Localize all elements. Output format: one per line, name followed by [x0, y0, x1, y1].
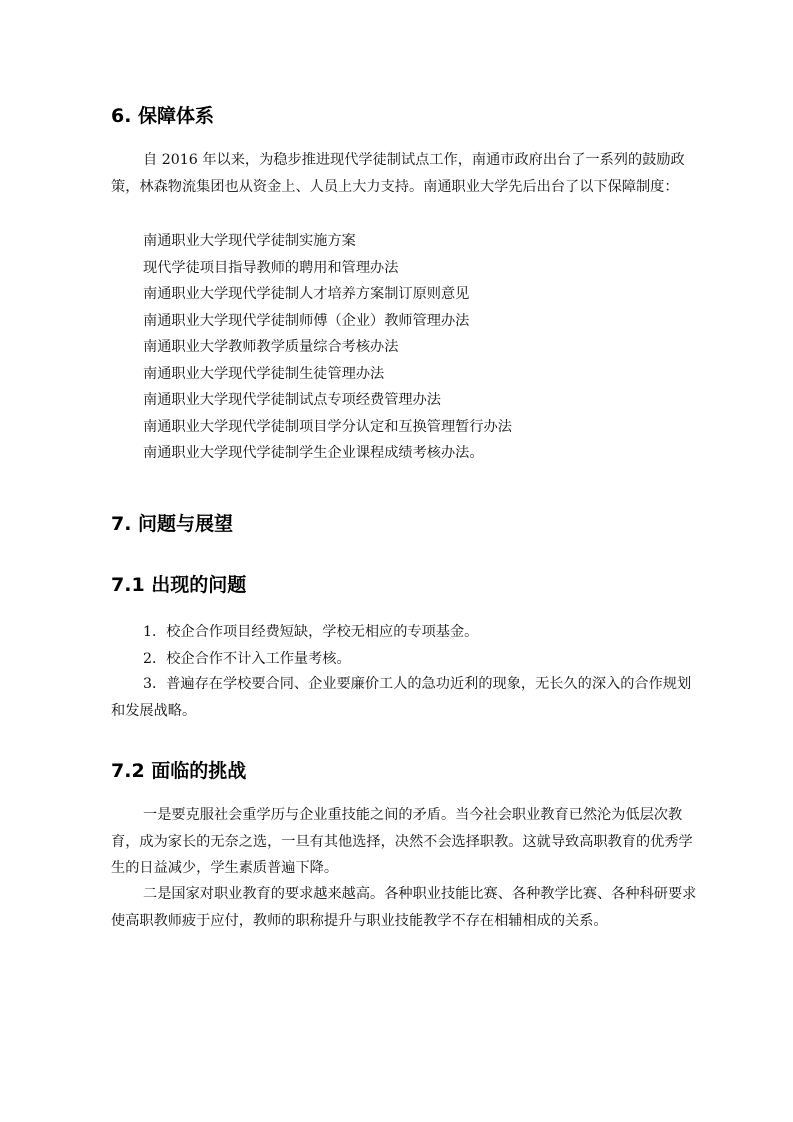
section-7-heading: 7. 问题与展望 [111, 513, 234, 535]
regulation-item: 南通职业大学现代学徒制试点专项经费管理办法 [143, 392, 441, 408]
regulation-item: 南通职业大学现代学徒制生徒管理办法 [143, 365, 385, 382]
problem-item: 1．校企合作项目经费短缺，学校无相应的专项基金。 [143, 624, 479, 640]
regulation-item: 南通职业大学现代学徒制实施方案 [143, 233, 356, 249]
section-7-2-heading: 7.2 面临的挑战 [111, 760, 247, 782]
challenge-paragraph: 二是国家对职业教育的要求越来越高。各种职业技能比赛、各种教学比赛、各种科研要求使高职教师疲于应付，教师的职称提升与职业技能教学不存在相辅相成的关系。 [111, 886, 697, 929]
challenge-paragraph: 一是要克服社会重学历与企业重技能之间的矛盾。当今社会职业教育已然沦为低层次教育，成为家长的无奈之选，一旦有其他选择，决然不会选择职教。这就导致高职教育的优秀学生的日益减少，学生素质普遍下降。 [111, 807, 693, 876]
problem-item: 2．校企合作不计入工作量考核。 [143, 650, 351, 667]
regulation-item: 南通职业大学现代学徒制人才培养方案制订原则意见 [143, 286, 470, 302]
section-6-intro: 自 2016 年以来，为稳步推进现代学徒制试点工作，南通市政府出台了一系列的鼓励政策，林森物流集团也从资金上、人员上大力支持。南通职业大学先后出台了以下保障制度： [111, 152, 685, 195]
problem-item: 3．普遍存在学校要合同、企业要廉价工人的急功近利的现象，无长久的深入的合作规划和发展战略。 [111, 676, 692, 719]
regulation-item: 南通职业大学现代学徒制项目学分认定和互换管理暂行办法 [143, 418, 512, 435]
regulation-item: 南通职业大学现代学徒制师傅（企业）教师管理办法 [143, 312, 470, 329]
section-7-1-heading: 7.1 出现的问题 [111, 574, 247, 596]
regulation-item: 现代学徒项目指导教师的聘用和管理办法 [143, 259, 399, 276]
regulation-item: 南通职业大学教师教学质量综合考核办法 [143, 339, 399, 355]
regulation-item: 南通职业大学现代学徒制学生企业课程成绩考核办法。 [143, 445, 484, 461]
section-6-heading: 6. 保障体系 [111, 105, 215, 127]
